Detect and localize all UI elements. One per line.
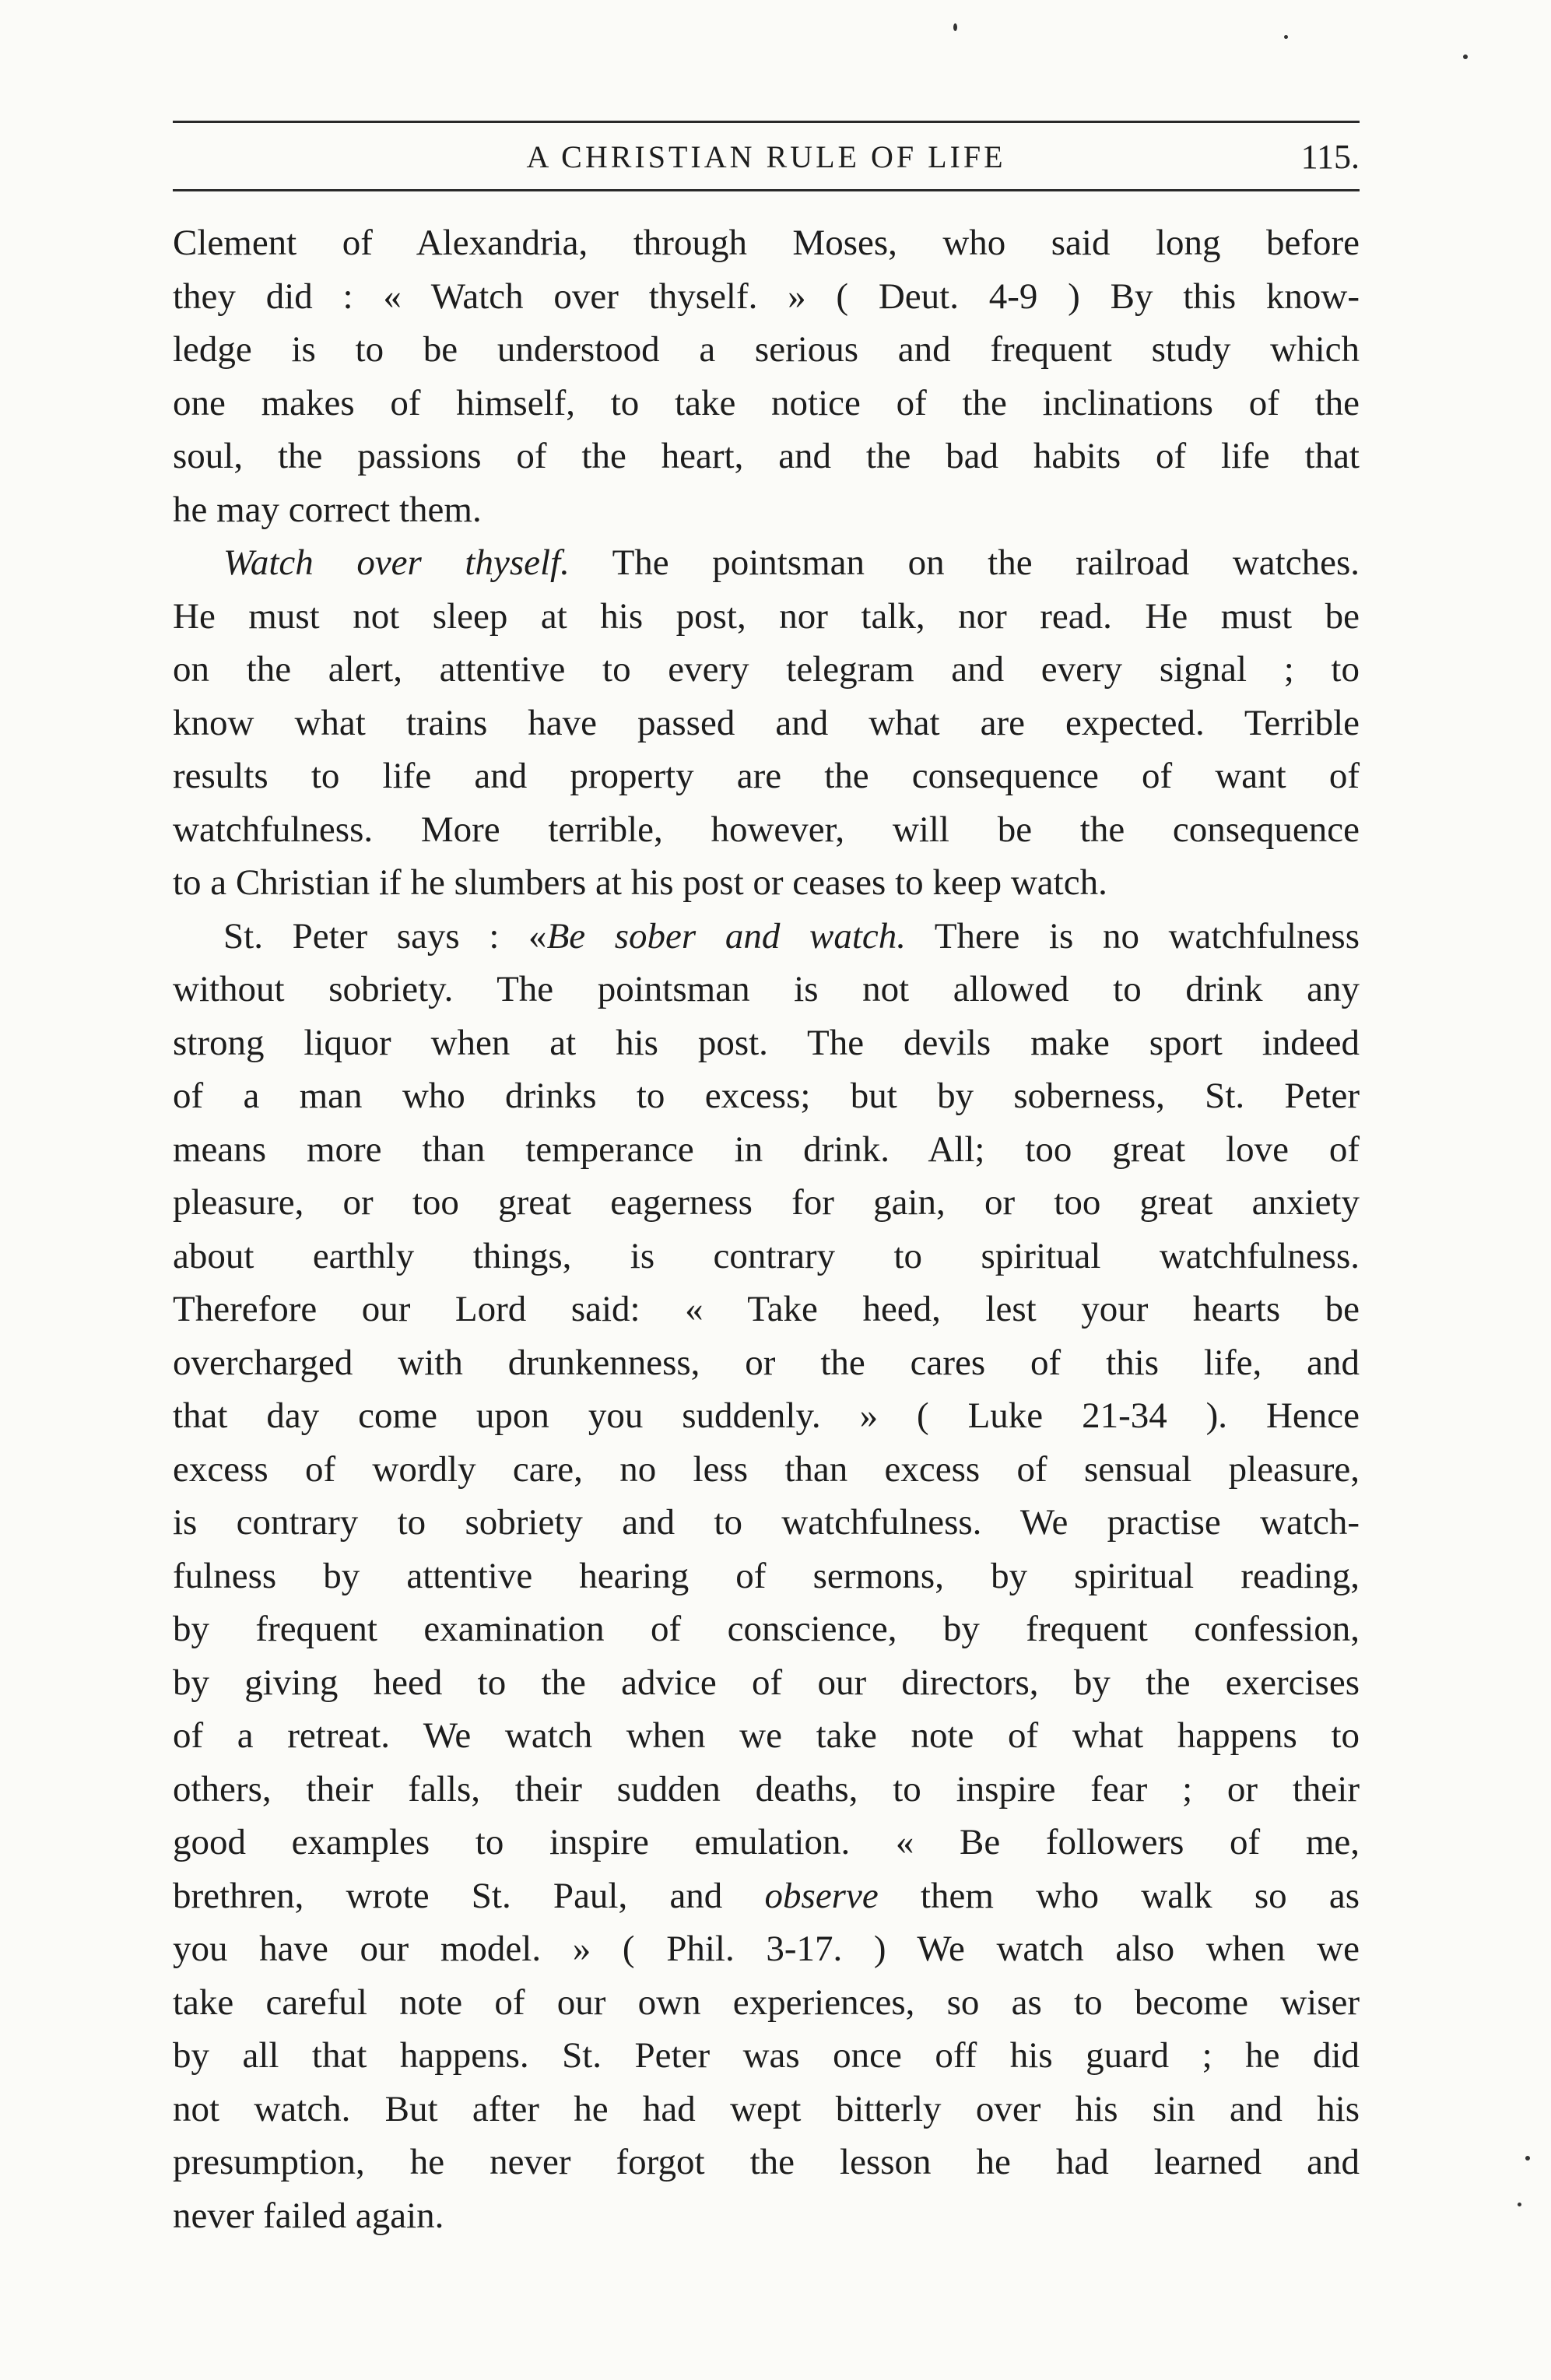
line-text: them who walk so as bbox=[878, 1875, 1360, 1916]
text-line: watchfulness. More terrible, however, will be the consequence bbox=[173, 809, 1360, 850]
text-line: he may correct them. bbox=[173, 489, 482, 530]
scan-speck bbox=[1518, 2203, 1521, 2206]
text-line: ledge is to be understood a serious and frequent study which bbox=[173, 329, 1360, 370]
italic-phrase: Watch over thyself. bbox=[223, 542, 570, 583]
scan-speck bbox=[1463, 54, 1468, 59]
italic-phrase: Be sober and watch. bbox=[546, 915, 906, 957]
text-line: not watch. But after he had wept bitterly over his sin and his bbox=[173, 2088, 1360, 2129]
text-line: results to life and property are the consequence of want of bbox=[173, 756, 1360, 796]
scan-speck bbox=[1284, 35, 1288, 39]
text-line: of a man who drinks to excess; but by soberness, St. Peter bbox=[173, 1076, 1360, 1116]
line-text: There is no watchfulness bbox=[906, 915, 1360, 957]
paragraph-start-line bbox=[173, 910, 1360, 964]
scan-speck bbox=[953, 23, 957, 31]
text-line: is contrary to sobriety and to watchfulness. We practise watch- bbox=[173, 1502, 1360, 1543]
header-rule-bottom bbox=[173, 189, 1360, 191]
text-line: without sobriety. The pointsman is not allowed to drink any bbox=[173, 969, 1360, 1009]
text-line: of a retreat. We watch when we take note of what happens to bbox=[173, 1715, 1360, 1756]
text-line: one makes of himself, to take notice of the inclinations of the bbox=[173, 382, 1360, 423]
text-line: fulness by attentive hearing of sermons, by spiritual reading, bbox=[173, 1555, 1360, 1596]
text-line: they did : « Watch over thyself. » ( Deut. 4-9 ) By this know- bbox=[173, 276, 1360, 317]
italic-word: observe bbox=[764, 1875, 879, 1916]
text-line: Clement of Alexandria, through Moses, who said long before bbox=[173, 223, 1360, 263]
text-line: others, their falls, their sudden deaths, to inspire fear ; or their bbox=[173, 1768, 1360, 1810]
text-line: by giving heed to the advice of our directors, by the exercises bbox=[173, 1662, 1360, 1703]
text-line: overcharged with drunkenness, or the cares of this life, and bbox=[173, 1342, 1360, 1383]
running-title: A CHRISTIAN RULE OF LIFE bbox=[526, 139, 1006, 174]
text-line: know what trains have passed and what are expected. Terrible bbox=[173, 702, 1360, 743]
text-line: He must not sleep at his post, nor talk, nor read. He must be bbox=[173, 595, 1360, 637]
text-line: about earthly things, is contrary to spiritual watchfulness. bbox=[173, 1235, 1360, 1276]
text-line: never failed again. bbox=[173, 2195, 444, 2236]
text-line: presumption, he never forgot the lesson he had learned and bbox=[173, 2142, 1360, 2182]
text-line: means more than temperance in drink. All; too great love of bbox=[173, 1129, 1360, 1170]
text-line: by all that happens. St. Peter was once off his guard ; he did bbox=[173, 2035, 1360, 2076]
text-line: pleasure, or too great eagerness for gain, or too great anxiety bbox=[173, 1182, 1360, 1223]
running-head bbox=[173, 132, 1360, 181]
text-line: you have our model. » ( Phil. 3-17. ) We watch also when we bbox=[173, 1929, 1360, 1969]
text-line: good examples to inspire emulation. « Be followers of me, bbox=[173, 1822, 1360, 1862]
text-line: to a Christian if he slumbers at his post or ceases to keep watch. bbox=[173, 862, 1107, 903]
text-line bbox=[173, 1869, 1360, 1923]
text-line: on the alert, attentive to every telegram and every signal ; to bbox=[173, 649, 1360, 690]
text-line: soul, the passions of the heart, and the bad habits of life that bbox=[173, 436, 1360, 476]
scan-speck bbox=[1525, 2156, 1530, 2161]
line-text: The pointsman on the railroad watches. bbox=[569, 542, 1360, 583]
paragraph-start-line bbox=[173, 536, 1360, 590]
line-text: brethren, wrote St. Paul, and bbox=[173, 1875, 765, 1916]
text-line: that day come upon you suddenly. » ( Luke 21-34 ). Hence bbox=[173, 1395, 1360, 1436]
body-text bbox=[173, 216, 1360, 2242]
text-line: take careful note of our own experiences, so as to become wiser bbox=[173, 1982, 1360, 2023]
text-line: excess of wordly care, no less than excess of sensual pleasure, bbox=[173, 1448, 1360, 1490]
header-rule-top bbox=[173, 121, 1360, 123]
text-line: strong liquor when at his post. The devils make sport indeed bbox=[173, 1022, 1360, 1063]
line-text: St. Peter says : « bbox=[223, 915, 547, 957]
page-number: 115. bbox=[1300, 138, 1360, 176]
text-line: by frequent examination of conscience, by frequent confession, bbox=[173, 1609, 1360, 1649]
text-line: Therefore our Lord said: « Take heed, lest your hearts be bbox=[173, 1289, 1360, 1329]
